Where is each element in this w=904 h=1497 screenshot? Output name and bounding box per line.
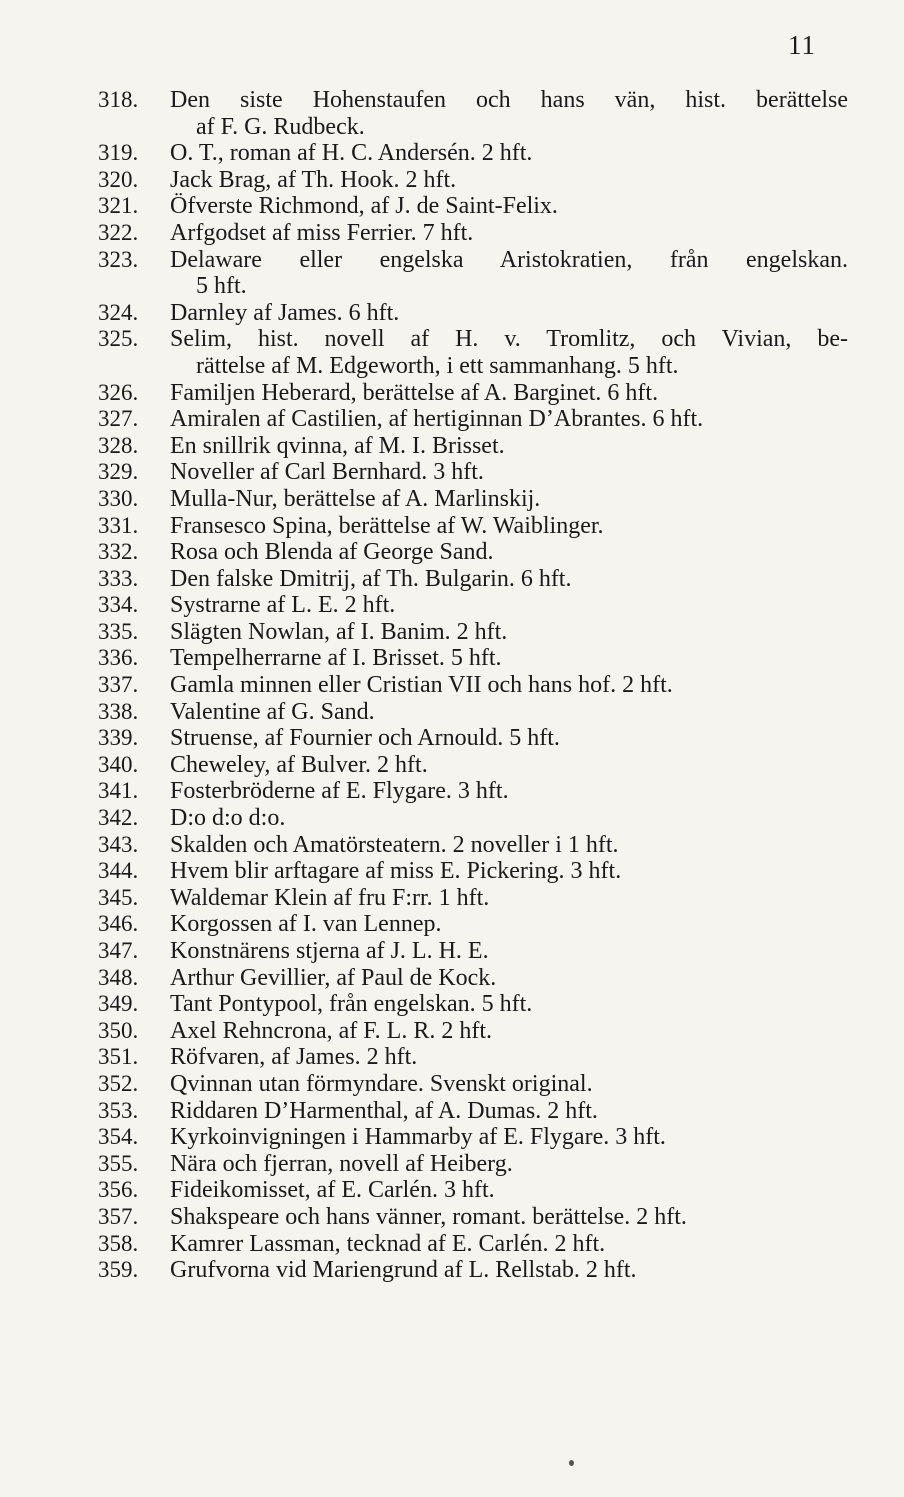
entry-title (170, 1044, 848, 1071)
entry-line: Den falske Dmitrij, af Th. Bulgarin. 6 hft. (170, 565, 572, 592)
catalogue-entry (98, 1257, 848, 1284)
catalogue-entry (98, 938, 848, 965)
entry-number: 328. (98, 432, 139, 458)
entry-line: Familjen Heberard, berättelse af A. Barginet. 6 hft. (170, 379, 659, 406)
entry-title (170, 1257, 848, 1284)
catalogue-entry (98, 566, 848, 593)
entry-continuation-line: 5 hft. (196, 273, 247, 300)
entry-title (170, 140, 848, 167)
catalogue-entry (98, 459, 848, 486)
entry-title (170, 965, 848, 992)
entry-title (170, 167, 848, 194)
entry-title (170, 1177, 848, 1204)
entry-number: 357. (98, 1203, 139, 1229)
catalogue-entry (98, 1151, 848, 1178)
catalogue-entry (98, 140, 848, 167)
entry-title (170, 1151, 848, 1178)
entry-number: 344. (98, 858, 139, 884)
entry-line: Selim, hist. novell af H. v. Tromlitz, och Vivian, be- (170, 326, 848, 353)
catalogue-entry (98, 380, 848, 407)
entry-line: Tempelherrarne af I. Brisset. 5 hft. (170, 645, 502, 672)
entry-title (170, 832, 848, 859)
entry-line: Skalden och Amatörsteatern. 2 noveller i 1 hft. (170, 831, 619, 858)
entry-number: 345. (98, 884, 139, 910)
entry-line: Shakspeare och hans vänner, romant. berättelse. 2 hft. (170, 1203, 687, 1230)
entry-title (170, 1098, 848, 1125)
entry-line: Korgossen af I. van Lennep. (170, 911, 442, 938)
catalogue-entry (98, 1044, 848, 1071)
entry-line: Riddaren D’Harmenthal, af A. Dumas. 2 hft. (170, 1097, 598, 1124)
entry-line: Qvinnan utan förmyndare. Svenskt original. (170, 1070, 593, 1097)
entry-number: 337. (98, 672, 139, 698)
catalogue-entry (98, 778, 848, 805)
entry-title (170, 193, 848, 220)
entry-number: 346. (98, 911, 139, 937)
entry-number: 339. (98, 725, 139, 751)
catalogue-entry (98, 619, 848, 646)
entry-line: Fransesco Spina, berättelse af W. Waiblinger. (170, 512, 604, 539)
entry-title (170, 991, 848, 1018)
entry-line: Kyrkoinvigningen i Hammarby af E. Flygare. 3 hft. (170, 1124, 666, 1151)
entry-number: 349. (98, 991, 139, 1017)
entry-line: Arthur Gevillier, af Paul de Kock. (170, 964, 497, 991)
catalogue-entry (98, 885, 848, 912)
catalogue-entry (98, 1124, 848, 1151)
catalogue-entry (98, 193, 848, 220)
entry-number: 330. (98, 485, 139, 511)
entry-number: 336. (98, 645, 139, 671)
entry-title (170, 1231, 848, 1258)
catalogue-entry (98, 300, 848, 327)
catalogue-entry (98, 911, 848, 938)
catalogue-entry (98, 1204, 848, 1231)
catalogue-entry (98, 752, 848, 779)
entry-number: 322. (98, 219, 139, 245)
entry-line: Fideikomisset, af E. Carlén. 3 hft. (170, 1177, 495, 1204)
entry-line: Grufvorna vid Mariengrund af L. Rellstab. 2 hft. (170, 1257, 637, 1284)
entry-line: Nära och fjerran, novell af Heiberg. (170, 1150, 513, 1177)
catalogue-entry (98, 220, 848, 247)
entry-number: 335. (98, 618, 139, 644)
entry-number: 323. (98, 246, 139, 272)
catalogue-entry (98, 805, 848, 832)
entry-number: 353. (98, 1097, 139, 1123)
catalogue-entry (98, 433, 848, 460)
entry-number: 348. (98, 964, 139, 990)
entry-title (170, 858, 848, 885)
entry-line: Kamrer Lassman, tecknad af E. Carlén. 2 hft. (170, 1230, 606, 1257)
entry-line: Röfvaren, af James. 2 hft. (170, 1044, 418, 1071)
catalogue-entry (98, 167, 848, 194)
page-number: 11 (788, 30, 816, 60)
entry-line: Konstnärens stjerna af J. L. H. E. (170, 938, 489, 964)
catalogue-entry (98, 699, 848, 726)
entry-number: 326. (98, 379, 139, 405)
entry-line: Gamla minnen eller Cristian VII och hans hof. 2 hft. (170, 672, 673, 699)
entry-title (170, 1071, 848, 1098)
entry-title (170, 247, 848, 300)
entry-title (170, 938, 848, 965)
catalogue-entry (98, 247, 848, 300)
catalogue-entry (98, 725, 848, 752)
entry-line: Struense, af Fournier och Arnould. 5 hft. (170, 725, 560, 752)
catalogue-entry (98, 645, 848, 672)
catalogue-list (98, 87, 848, 1284)
entry-line: En snillrik qvinna, af M. I. Brisset. (170, 432, 505, 459)
entry-line: Darnley af James. 6 hft. (170, 299, 400, 326)
catalogue-entry (98, 539, 848, 566)
catalogue-entry (98, 672, 848, 699)
entry-title (170, 805, 848, 832)
entry-number: 350. (98, 1017, 139, 1043)
catalogue-entry (98, 965, 848, 992)
entry-number: 318. (98, 87, 139, 112)
catalogue-entry (98, 326, 848, 379)
entry-number: 340. (98, 751, 139, 777)
entry-title (170, 1124, 848, 1151)
entry-line: Rosa och Blenda af George Sand. (170, 539, 494, 566)
entry-number: 321. (98, 193, 139, 219)
entry-title (170, 725, 848, 752)
catalogue-entry (98, 1098, 848, 1125)
entry-number: 338. (98, 698, 139, 724)
catalogue-entry (98, 1018, 848, 1045)
entry-title (170, 699, 848, 726)
entry-line: Jack Brag, af Th. Hook. 2 hft. (170, 166, 457, 193)
entry-line: Fosterbröderne af E. Flygare. 3 hft. (170, 778, 509, 805)
entry-number: 341. (98, 778, 139, 804)
entry-title (170, 911, 848, 938)
entry-number: 358. (98, 1230, 139, 1256)
catalogue-entry (98, 406, 848, 433)
entry-title (170, 220, 848, 247)
entry-title (170, 619, 848, 646)
entry-title (170, 1204, 848, 1231)
entry-number: 351. (98, 1044, 139, 1070)
entry-line: Slägten Nowlan, af I. Banim. 2 hft. (170, 618, 508, 645)
entry-line: Waldemar Klein af fru F:rr. 1 hft. (170, 884, 490, 911)
entry-title (170, 513, 848, 540)
entry-number: 324. (98, 299, 139, 325)
entry-title (170, 1018, 848, 1045)
entry-continuation-line: rättelse af M. Edgeworth, i ett sammanhang. 5 hft. (196, 352, 679, 379)
entry-number: 332. (98, 539, 139, 565)
entry-line: Axel Rehncrona, af F. L. R. 2 hft. (170, 1017, 493, 1044)
entry-line: Tant Pontypool, från engelskan. 5 hft. (170, 991, 533, 1018)
entry-number: 356. (98, 1177, 139, 1203)
entry-number: 352. (98, 1070, 139, 1096)
entry-number: 334. (98, 592, 139, 618)
entry-number: 329. (98, 459, 139, 485)
entry-continuation-line: af F. G. Rudbeck. (196, 113, 365, 140)
catalogue-entry (98, 1071, 848, 1098)
entry-line: Den siste Hohenstaufen och hans vän, hist. berättelse (170, 87, 848, 113)
entry-title (170, 672, 848, 699)
catalogue-entry (98, 1177, 848, 1204)
catalogue-entry (98, 513, 848, 540)
entry-title (170, 326, 848, 379)
entry-number: 354. (98, 1124, 139, 1150)
entry-number: 355. (98, 1150, 139, 1176)
entry-line: Arfgodset af miss Ferrier. 7 hft. (170, 219, 474, 246)
entry-title (170, 300, 848, 327)
entry-title (170, 433, 848, 460)
entry-line: Delaware eller engelska Aristokratien, från engelskan. (170, 246, 848, 273)
entry-number: 327. (98, 406, 139, 432)
entry-title (170, 539, 848, 566)
entry-number: 343. (98, 831, 139, 857)
entry-line: Hvem blir arftagare af miss E. Pickering. 3 hft. (170, 858, 622, 885)
entry-title (170, 752, 848, 779)
catalogue-entry (98, 832, 848, 859)
entry-line: Amiralen af Castilien, af hertiginnan D’Abrantes. 6 hft. (170, 406, 704, 433)
entry-number: 319. (98, 140, 139, 166)
entry-number: 359. (98, 1257, 139, 1283)
entry-title (170, 459, 848, 486)
entry-title (170, 380, 848, 407)
catalogue-entry (98, 592, 848, 619)
entry-line: Systrarne af L. E. 2 hft. (170, 592, 396, 619)
entry-line: Cheweley, af Bulver. 2 hft. (170, 751, 428, 778)
entry-line: Öfverste Richmond, af J. de Saint-Felix. (170, 193, 558, 220)
entry-title (170, 486, 848, 513)
entry-title (170, 87, 848, 140)
entry-number: 347. (98, 938, 139, 963)
catalogue-entry (98, 991, 848, 1018)
entry-title (170, 406, 848, 433)
entry-title (170, 778, 848, 805)
entry-line: O. T., roman af H. C. Andersén. 2 hft. (170, 140, 533, 167)
ink-speck (569, 1460, 574, 1466)
entry-number: 333. (98, 565, 139, 591)
entry-line: D:o d:o d:o. (170, 805, 286, 832)
entry-title (170, 566, 848, 593)
catalogue-entry (98, 1231, 848, 1258)
catalogue-entry (98, 858, 848, 885)
catalogue-entry (98, 87, 848, 140)
entry-line: Mulla-Nur, berättelse af A. Marlinskij. (170, 485, 541, 512)
entry-title (170, 592, 848, 619)
entry-number: 320. (98, 166, 139, 192)
entry-title (170, 645, 848, 672)
entry-line: Noveller af Carl Bernhard. 3 hft. (170, 459, 484, 486)
entry-line: Valentine af G. Sand. (170, 698, 375, 725)
entry-number: 331. (98, 512, 139, 538)
entry-number: 325. (98, 326, 139, 352)
entry-number: 342. (98, 805, 139, 831)
catalogue-entry (98, 486, 848, 513)
entry-title (170, 885, 848, 912)
